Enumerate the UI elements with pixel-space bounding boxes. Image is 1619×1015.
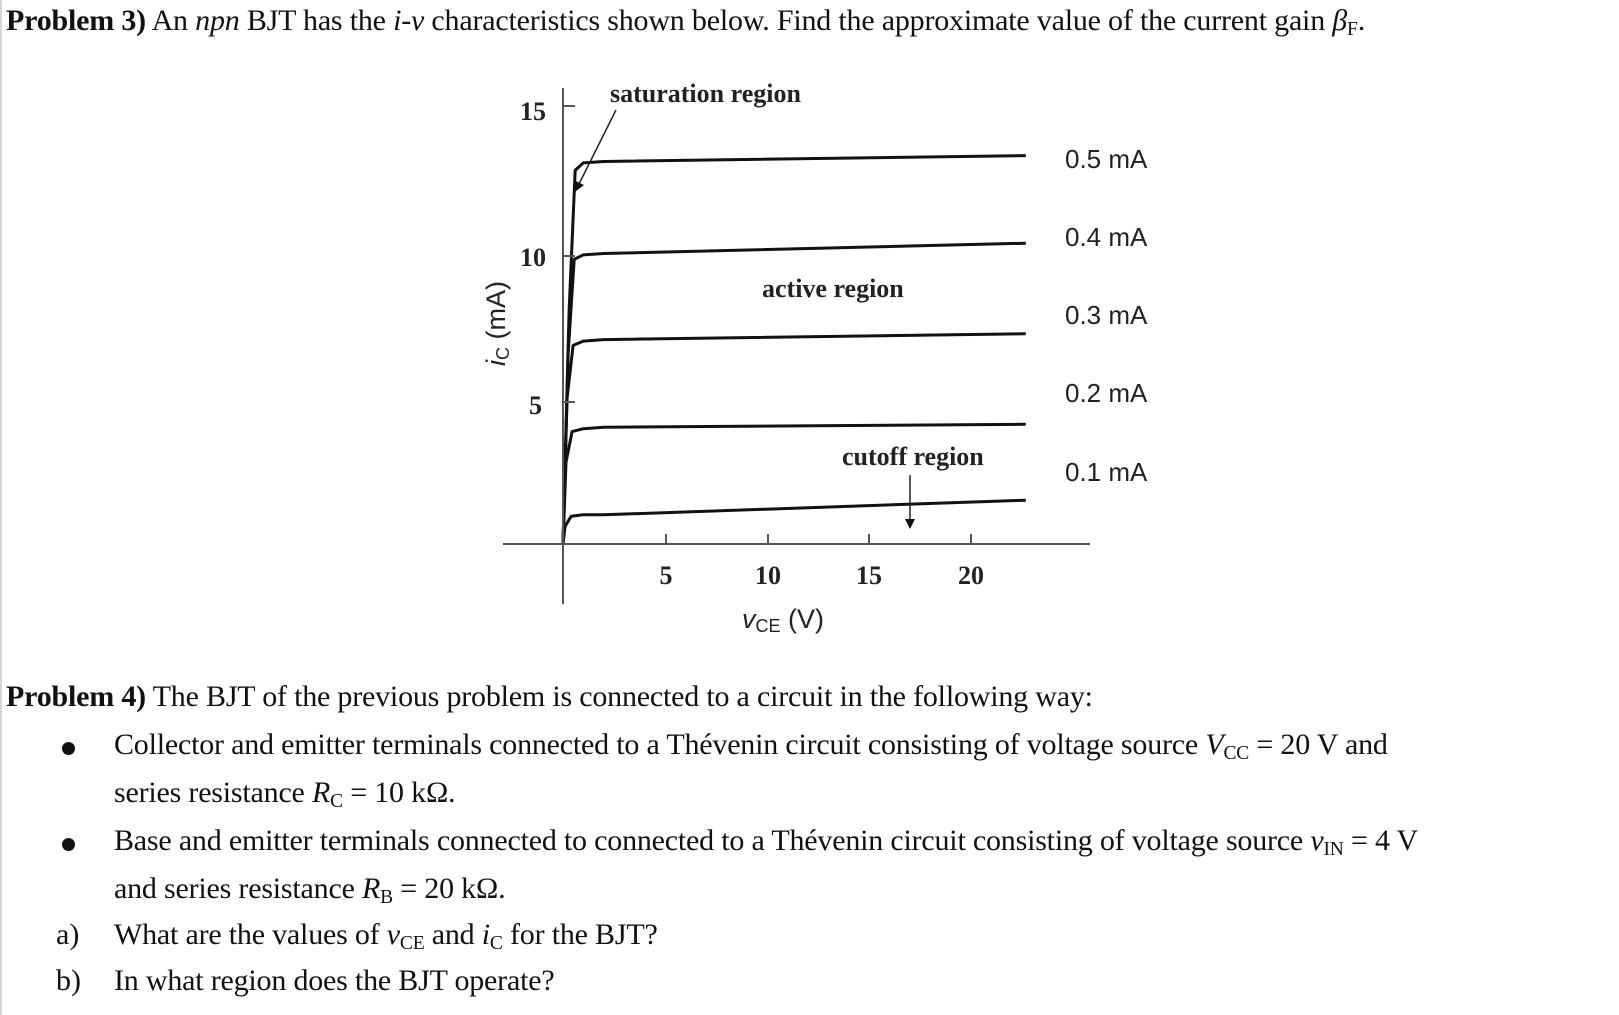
x-axis-label-sub: CE <box>755 616 781 636</box>
question-a-label: a) <box>56 918 80 951</box>
problem3-text-4: . <box>1357 4 1366 37</box>
vce-symbol: v <box>386 918 400 951</box>
question-a-text-2: and <box>424 918 482 951</box>
x-tick-label-5: 5 <box>659 561 673 590</box>
problem3-text-2: BJT has the <box>239 4 394 37</box>
curve-label-0-3ma: 0.3 mA <box>1065 300 1148 330</box>
problem3-text-3: characteristics shown below. Find the approximate value of the current gain <box>424 4 1333 37</box>
vce-subscript: CE <box>399 932 425 954</box>
ic-subscript: C <box>489 932 503 954</box>
npn-term: npn <box>195 4 240 37</box>
x-axis-label-main: v <box>742 604 756 634</box>
rc-symbol: R <box>311 776 331 809</box>
x-axis-label-unit: (V) <box>780 604 825 634</box>
bullet-2-text-d: = 20 kΩ. <box>392 872 506 905</box>
vin-symbol: v <box>1310 824 1324 857</box>
curve-label-0-2ma: 0.2 mA <box>1065 378 1148 408</box>
saturation-region-label: saturation region <box>610 79 801 108</box>
question-a-text-1: What are the values of <box>114 918 387 951</box>
y-axis-label <box>481 281 513 366</box>
y-tick-label-5: 5 <box>529 391 542 420</box>
y-axis-label-sub: C <box>493 347 513 360</box>
bullet-1-text-c: series resistance <box>114 776 312 809</box>
ic-symbol: i <box>481 918 490 951</box>
x-axis-label <box>742 604 824 636</box>
vcc-subscript: CC <box>1223 742 1250 764</box>
problem4-intro-text: The BJT of the previous problem is connected to a circuit in the following way: <box>145 680 1093 713</box>
characteristic-curves <box>563 156 1026 544</box>
bullet-2-dot <box>62 838 75 851</box>
question-b-label: b) <box>56 964 81 997</box>
bullet-2-text-a: Base and emitter terminals connected to connected to a Thévenin circuit consisting of voltage source <box>114 824 1311 857</box>
curve-label-0-5ma: 0.5 mA <box>1065 144 1148 174</box>
beta-symbol: β <box>1332 4 1348 37</box>
x-tick-label-15: 15 <box>856 561 882 590</box>
y-tick-label-10: 10 <box>520 243 546 272</box>
vcc-symbol: V <box>1205 728 1224 761</box>
bullet-1-line-1 <box>114 728 1388 762</box>
question-a-text-3: for the BJT? <box>502 918 658 951</box>
question-b: In what region does the BJT operate? <box>114 964 555 997</box>
curve-label-0-1ma: 0.1 mA <box>1065 457 1148 487</box>
rc-subscript: C <box>330 790 343 812</box>
bullet-2-text-b: = 4 V <box>1343 824 1418 857</box>
problem4-intro <box>6 680 1093 714</box>
curve-ib-0-5-ma <box>563 156 1026 544</box>
problem3-text-1: An <box>145 4 196 37</box>
cutoff-region-label: cutoff region <box>842 442 984 471</box>
bullet-2-text-c: and series resistance <box>114 872 362 905</box>
bullet-1-text-b: = 20 V and <box>1249 728 1388 761</box>
y-axis-label-main: i <box>481 360 511 366</box>
problem4-label: Problem 4) <box>6 680 146 713</box>
bullet-1-text-d: = 10 kΩ. <box>342 776 456 809</box>
curve-ib-0-1-ma <box>563 500 1026 544</box>
bullet-1-dot <box>62 742 75 755</box>
y-axis-label-unit: (mA) <box>481 281 511 347</box>
bullet-1-line-2 <box>114 776 455 810</box>
x-tick-label-10: 10 <box>755 561 781 590</box>
rb-subscript: B <box>380 886 393 908</box>
curve-label-0-4ma: 0.4 mA <box>1065 222 1148 252</box>
bullet-2-line-2 <box>114 872 505 906</box>
iv-term: i-v <box>393 4 425 37</box>
y-tick-label-15: 15 <box>520 97 546 126</box>
question-a <box>114 918 658 952</box>
x-tick-label-20: 20 <box>958 561 984 590</box>
bullet-1-text-a: Collector and emitter terminals connected to a Thévenin circuit consisting of voltage source <box>114 728 1206 761</box>
rb-symbol: R <box>362 872 381 905</box>
beta-subscript: F <box>1347 18 1358 40</box>
bullet-2-line-1 <box>114 824 1418 858</box>
active-region-label: active region <box>762 274 904 303</box>
problem3-label: Problem 3) <box>6 4 146 37</box>
vin-subscript: IN <box>1323 838 1344 860</box>
saturation-arrow <box>576 110 616 190</box>
